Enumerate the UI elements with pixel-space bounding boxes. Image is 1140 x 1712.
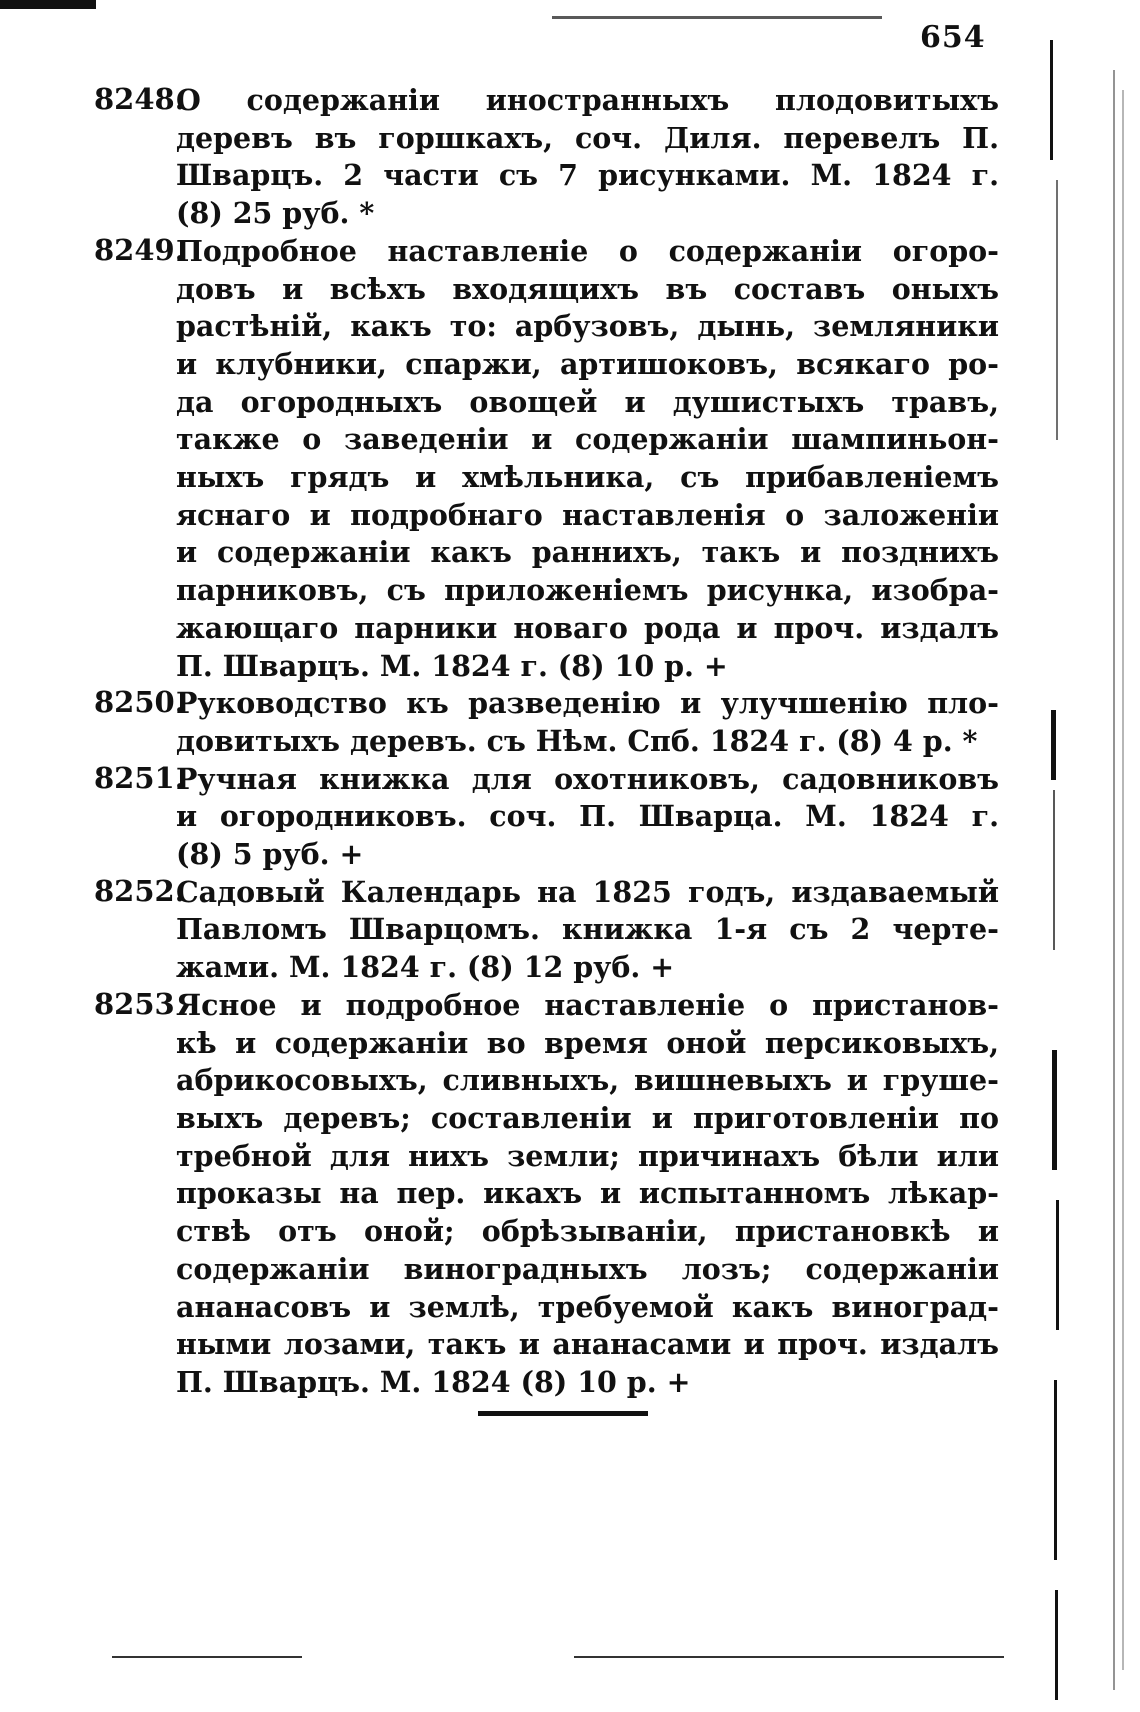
- catalog-entry: [94, 761, 999, 874]
- entry-line: жающаго парники новаго рода и проч. издалъ: [176, 610, 999, 645]
- entry-line: Ручная книжка для охотниковъ, садовниковъ: [176, 761, 999, 796]
- entry-number: 8249.: [94, 232, 185, 267]
- entry-line: довитыхъ деревъ. съ Нѣм. Спб. 1824 г. (8) 4 р. *: [176, 723, 978, 758]
- entry-line: Павломъ Шварцомъ. книжка 1-я съ 2 черте-: [176, 912, 999, 947]
- entry-line: ными лозами, такъ и ананасами и проч. издалъ: [176, 1327, 999, 1362]
- entry-line: П. Шварцъ. М. 1824 г. (8) 10 р. +: [176, 648, 728, 683]
- scan-edge-mark: [0, 0, 96, 9]
- entry-number: 8248.: [94, 82, 185, 116]
- entry-line: довъ и всѣхъ входящихъ въ составъ оныхъ: [176, 271, 999, 306]
- entry-line: П. Шварцъ. М. 1824 (8) 10 р. +: [176, 1364, 691, 1399]
- entry-line: Шварцъ. 2 части съ 7 рисунками. М. 1824 г.: [176, 158, 999, 193]
- entry-line: проказы на пер. икахъ и испытанномъ лѣкар-: [176, 1176, 999, 1211]
- entry-line: деревъ въ горшкахъ, соч. Диля. перевелъ П.: [176, 120, 999, 155]
- page-edge-shadow: [1030, 30, 1140, 1712]
- entry-line: Подробное наставленіе о содержаніи огоро-: [176, 233, 999, 268]
- entry-line: выхъ деревъ; составленіи и приготовленіи по: [176, 1100, 999, 1135]
- entry-line: ствѣ отъ оной; обрѣзываніи, пристановкѣ и: [176, 1214, 999, 1249]
- footer-rule-right: [574, 1656, 1004, 1658]
- entry-line: О содержаніи иностранныхъ плодовитыхъ: [176, 83, 999, 117]
- catalog-entries: [94, 82, 999, 1402]
- entry-line: кѣ и содержаніи во время оной персиковыхъ,: [176, 1025, 999, 1060]
- entry-line: растѣній, какъ то: арбузовъ, дынь, земляники: [176, 309, 999, 344]
- entry-line: яснаго и подробнаго наставленія о заложеніи: [176, 497, 999, 532]
- entry-line: (8) 5 руб. +: [176, 837, 364, 872]
- entry-number: 8251.: [94, 760, 185, 795]
- entry-line: Руководство къ разведенію и улучшенію пло-: [176, 686, 999, 721]
- catalog-entry: [94, 874, 999, 987]
- section-end-rule: [478, 1411, 648, 1416]
- footer-rule-left: [112, 1656, 302, 1658]
- entry-number: 8253: [94, 986, 175, 1021]
- entry-line: и содержаніи какъ раннихъ, такъ и позднихъ: [176, 535, 999, 570]
- catalog-entry: [94, 987, 999, 1402]
- entry-line: (8) 25 руб. *: [176, 196, 375, 231]
- entry-line: парниковъ, съ приложеніемъ рисунка, изобра-: [176, 573, 999, 608]
- catalog-entry: [94, 685, 999, 760]
- entry-line: требной для нихъ земли; причинахъ бѣли или: [176, 1138, 999, 1173]
- entry-number: 8252.: [94, 873, 185, 908]
- catalog-entry: [94, 82, 999, 233]
- entry-line: и клубники, спаржи, артишоковъ, всякаго ро-: [176, 346, 999, 381]
- entry-line: жами. М. 1824 г. (8) 12 руб. +: [176, 950, 675, 985]
- header-rule: [552, 0, 882, 19]
- entry-line: Садовый Календарь на 1825 годъ, издаваемый: [176, 874, 999, 909]
- entry-line: содержаніи виноградныхъ лозъ; содержаніи: [176, 1251, 999, 1286]
- entry-line: ананасовъ и землѣ, требуемой какъ винoград-: [176, 1289, 999, 1324]
- entry-line: да огородныхъ овощей и душистыхъ травъ,: [176, 384, 999, 419]
- entry-line: также о заведеніи и содержаніи шампиньон-: [176, 422, 999, 457]
- entry-line: Ясное и подробное наставленіе о пристанов-: [176, 987, 999, 1022]
- entry-number: 8250.: [94, 685, 185, 720]
- entry-line: абрикосовыхъ, сливныхъ, вишневыхъ и груше-: [176, 1063, 999, 1098]
- entry-line: и огородниковъ. соч. П. Шварца. М. 1824 г.: [176, 799, 999, 834]
- page-number: 654: [920, 20, 986, 55]
- catalog-entry: [94, 233, 999, 685]
- entry-line: ныхъ грядъ и хмѣльника, съ прибавленіемъ: [176, 460, 999, 495]
